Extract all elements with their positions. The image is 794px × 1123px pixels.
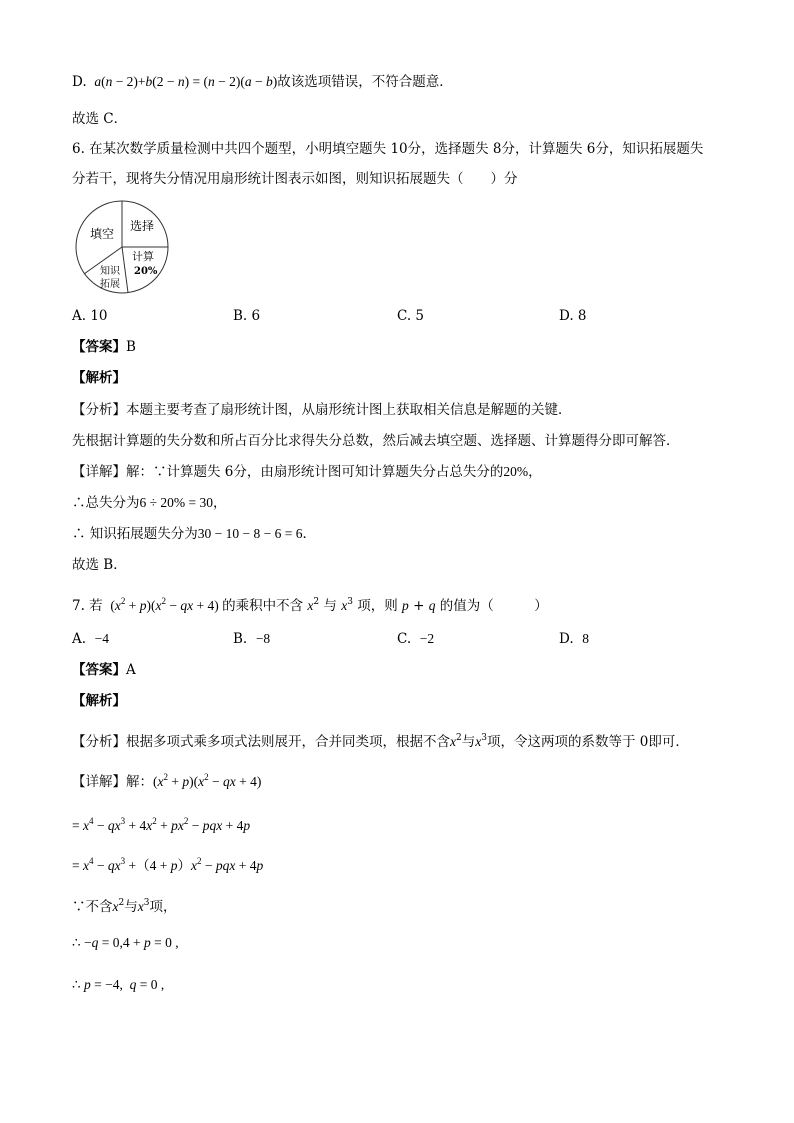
choose-b: 故选 B． [72, 557, 127, 573]
question-number: 7. 若 [72, 598, 103, 614]
answer6 [72, 338, 136, 356]
q7-option-b [233, 630, 270, 648]
answer-tag: 【答案】 [72, 339, 126, 355]
pie-chart [70, 198, 180, 308]
therefore-symbol: ∴ [72, 977, 81, 993]
expand-step1: = $x^4 - qx^3 + 4x^2 + px^2$ − pqx + 4p [72, 816, 251, 833]
option-value: −8 [255, 631, 271, 646]
answer-tag: 【答案】 [72, 662, 126, 678]
math-expr: x [450, 734, 456, 749]
analysis7: 【解析】 [72, 693, 126, 709]
q7-text: 与 [323, 598, 337, 614]
math-expr: −q = 0,4 + p = 0 , [80, 935, 179, 950]
therefore7-2 [72, 976, 164, 994]
answer-value: A [126, 662, 136, 678]
option-label: C. [397, 631, 412, 647]
pie-label-fill: 填空 [90, 227, 115, 241]
q7-text: 项，则 [357, 598, 398, 614]
option-value: 8 [582, 631, 589, 646]
option-label: A. [72, 631, 87, 647]
math-expr: p [402, 598, 409, 613]
math-expr: x [341, 598, 348, 613]
punct: ， [528, 464, 542, 480]
because-text: ∵不含 [72, 899, 113, 915]
because7: ∵不含$x^2$与$x^3$项， [72, 898, 177, 915]
ext6 [72, 525, 316, 543]
q7-option-d [559, 630, 589, 648]
fenxi-text: 与 [461, 734, 476, 750]
d-option-line: D. a(n − 2)+b(2 − n) = (n − 2)(a − b)故该选项错误，不符合题意． [72, 74, 453, 90]
pie-label-ext1: 知识 [100, 266, 120, 277]
math-expr: x [112, 899, 119, 914]
detail-text: 【详解】解：∵计算题失 6分，由扇形统计图可知计算题失分占总失分的 [72, 464, 504, 480]
math-expr: x [137, 899, 144, 914]
q7-text: 的乘积中不含 [222, 598, 304, 614]
therefore-text: ∴总失分为 [72, 495, 140, 511]
answer7 [72, 661, 136, 679]
pie-divider [122, 247, 128, 293]
q6-option-b: B. 6 [233, 308, 261, 324]
math-expr: x [475, 734, 482, 749]
detail6 [72, 463, 542, 481]
math-expr: x [307, 598, 314, 613]
q7-line: 7. 若 $(x^2 + p)(x^2$ − qx + 4) 的乘积中不含 $x^2$ 与 $x^3$ 项，则 p + q 的值为（ ） [72, 596, 548, 614]
because-text: 与 [124, 899, 138, 915]
fenxi-text: 项，令这两项的系数等于 0即可． [486, 734, 689, 750]
option-label: B. [233, 631, 248, 647]
q7-option-a [72, 630, 109, 648]
q6-option-c: C. 5 [397, 308, 425, 324]
therefore7-1 [72, 934, 179, 952]
q6-line1: 6. 在某次数学质量检测中共四个题型，小明填空题失 10分，选择题失 8分，计算题失 6分，知识拓展题失 [72, 141, 704, 157]
pie-label-choice: 选择 [130, 219, 155, 233]
math-expr: $(x^2 + p)(x^2$ − qx + 4) [153, 772, 262, 789]
punct: ， [213, 495, 227, 511]
option-label: D. [72, 74, 87, 90]
option-label: D. [559, 631, 574, 647]
expand-step2: = $x^4 - qx^3 +(4 + p)x^2$ − pqx + 4p [72, 856, 264, 873]
answer-value: B [126, 339, 136, 355]
detail-text: 【详解】解： [72, 774, 153, 790]
fenxi7: 【分析】根据多项式乘多项式法则展开，合并同类项，根据不含$x^2$与$x^3$项，令这两项的系数等于 0即可． [72, 733, 689, 750]
pct-value: 20% [503, 464, 529, 479]
math-expr: $(x^2 + p)(x^2$ − qx + 4) [106, 596, 223, 613]
pie-label-calc-pct: 20% [134, 266, 158, 277]
pie-label-ext2: 拓展 [100, 279, 120, 290]
explain-text: 故该选项错误，不符合题意． [277, 74, 453, 90]
total6 [72, 494, 227, 512]
fenxi-text: 【分析】根据多项式乘多项式法则展开，合并同类项，根据不含 [72, 734, 450, 750]
math-expr: 6 ÷ 20% = 30 [139, 495, 214, 510]
q6-option-a: A. 10 [72, 308, 108, 324]
fenxi6: 【分析】本题主要考查了扇形统计图，从扇形统计图上获取相关信息是解题的关键． [72, 402, 572, 418]
therefore-symbol: ∴ [72, 935, 81, 951]
q7-text: 的值为（ ） [439, 598, 548, 614]
because-text: 项， [149, 899, 177, 915]
q6-option-d: D. 8 [559, 308, 587, 324]
analysis6: 【解析】 [72, 370, 126, 386]
math-expr: a [90, 74, 102, 89]
option-value: −2 [419, 631, 435, 646]
therefore-text: ∴ 知识拓展题失分为 [72, 526, 198, 542]
fenxi6b: 先根据计算题的失分数和所占百分比求得失分总数，然后减去填空题、选择题、计算题得分即可解答． [72, 433, 680, 449]
math-expr: 30 − 10 − 8 − 6 = 6 [197, 526, 303, 541]
choose-c: 故选 C． [72, 111, 128, 127]
option-value: −4 [94, 631, 110, 646]
detail7 [72, 768, 261, 791]
q7-option-c [397, 630, 434, 648]
q6-line2: 分若干，现将失分情况用扇形统计图表示如图，则知识拓展题失（ ）分 [72, 171, 518, 187]
math-expr: p = −4, q = 0 , [83, 977, 165, 992]
punct: ． [302, 526, 317, 542]
pie-label-calc: 计算 [132, 250, 154, 263]
